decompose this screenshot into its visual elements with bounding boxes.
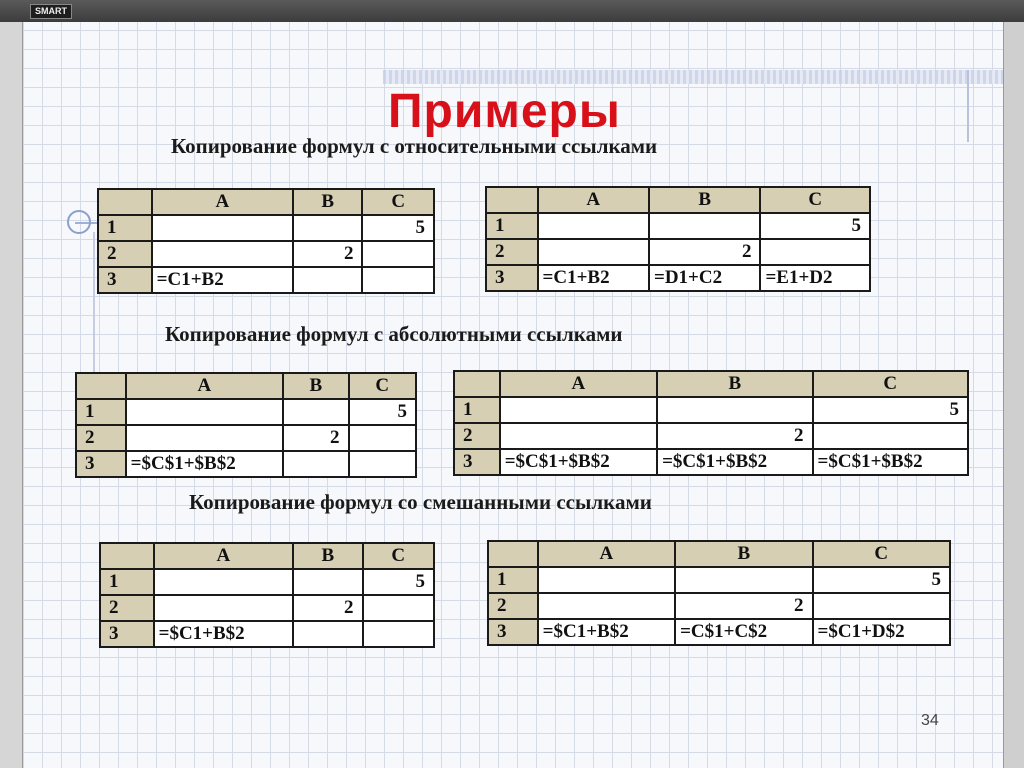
column-header: C [813, 371, 968, 397]
decorative-band [383, 70, 1003, 84]
corner-cell [454, 371, 500, 397]
cell [283, 399, 348, 425]
column-header: A [538, 541, 675, 567]
frame-edge [1004, 22, 1024, 768]
column-header: A [126, 373, 283, 399]
cell [126, 425, 283, 451]
formula-cell: =E1+D2 [760, 265, 870, 291]
column-header: C [362, 189, 434, 215]
formula-cell: =$C$1+$B$2 [813, 449, 968, 475]
cell: 5 [813, 397, 968, 423]
spreadsheet-table [99, 542, 435, 648]
column-header: B [293, 543, 362, 569]
cell [538, 567, 675, 593]
whiteboard-frame [0, 22, 1024, 768]
row-header: 3 [488, 619, 538, 645]
corner-cell [488, 541, 538, 567]
cell: 5 [760, 213, 870, 239]
cell [538, 593, 675, 619]
corner-cell [100, 543, 154, 569]
spreadsheet-table [75, 372, 417, 478]
formula-cell: =C1+B2 [538, 265, 649, 291]
column-header: A [500, 371, 657, 397]
cell [349, 425, 416, 451]
row-header: 3 [98, 267, 152, 293]
column-header: C [760, 187, 870, 213]
formula-cell: =$C$1+$B$2 [126, 451, 283, 477]
slide-canvas [22, 22, 1004, 768]
slide-title: Примеры [388, 85, 621, 138]
smart-board-logo: SMART [30, 4, 72, 19]
cell [675, 567, 812, 593]
formula-cell: =$C1+B$2 [538, 619, 675, 645]
cell: 5 [349, 399, 416, 425]
spreadsheet-table [97, 188, 435, 294]
column-header: A [152, 189, 293, 215]
row-header: 2 [454, 423, 500, 449]
cell [349, 451, 416, 477]
spreadsheet-table [453, 370, 969, 476]
cell [293, 267, 363, 293]
row-header: 2 [100, 595, 154, 621]
cell: 2 [657, 423, 812, 449]
column-header: B [675, 541, 812, 567]
column-header: B [657, 371, 812, 397]
section-heading-mixed: Копирование формул со смешанными ссылками [189, 490, 652, 514]
column-header: B [293, 189, 363, 215]
row-header: 3 [100, 621, 154, 647]
whiteboard-toolbar [0, 0, 1024, 22]
cell [538, 239, 649, 265]
corner-cell [98, 189, 152, 215]
cell [293, 569, 362, 595]
cell [813, 593, 950, 619]
row-header: 1 [76, 399, 126, 425]
column-header: C [349, 373, 416, 399]
row-header: 1 [98, 215, 152, 241]
cell [152, 215, 293, 241]
cell: 2 [649, 239, 760, 265]
section-heading-absolute: Копирование формул с абсолютными ссылками [165, 322, 623, 346]
column-header: C [813, 541, 950, 567]
corner-cell [76, 373, 126, 399]
formula-cell: =$C$1+$B$2 [657, 449, 812, 475]
cell [154, 569, 293, 595]
section-heading-relative: Копирование формул с относительными ссылками [171, 134, 658, 158]
cell: 2 [675, 593, 812, 619]
cell: 2 [293, 241, 363, 267]
row-header: 3 [454, 449, 500, 475]
row-header: 1 [454, 397, 500, 423]
page-number: 34 [921, 712, 939, 729]
row-header: 1 [488, 567, 538, 593]
cell [500, 397, 657, 423]
cell [649, 213, 760, 239]
formula-cell: =$C1+B$2 [154, 621, 293, 647]
formula-cell: =$C1+D$2 [813, 619, 950, 645]
cell [500, 423, 657, 449]
row-header: 3 [486, 265, 538, 291]
decorative-line [93, 232, 95, 392]
cell [657, 397, 812, 423]
cell: 2 [283, 425, 348, 451]
cell: 5 [362, 215, 434, 241]
row-header: 2 [76, 425, 126, 451]
spreadsheet-table [487, 540, 951, 646]
row-header: 3 [76, 451, 126, 477]
column-header: C [363, 543, 434, 569]
row-header: 2 [488, 593, 538, 619]
column-header: B [649, 187, 760, 213]
cell [760, 239, 870, 265]
cell [283, 451, 348, 477]
cell [293, 621, 362, 647]
row-header: 1 [486, 213, 538, 239]
cell [293, 215, 363, 241]
cell [813, 423, 968, 449]
row-header: 2 [98, 241, 152, 267]
formula-cell: =C1+B2 [152, 267, 293, 293]
column-header: B [283, 373, 348, 399]
cell [538, 213, 649, 239]
corner-cell [486, 187, 538, 213]
cell [363, 595, 434, 621]
row-header: 2 [486, 239, 538, 265]
cell [152, 241, 293, 267]
row-header: 1 [100, 569, 154, 595]
column-header: A [538, 187, 649, 213]
cell [154, 595, 293, 621]
cell [363, 621, 434, 647]
cell: 2 [293, 595, 362, 621]
cell: 5 [363, 569, 434, 595]
cell: 5 [813, 567, 950, 593]
spreadsheet-table [485, 186, 871, 292]
formula-cell: =$C$1+$B$2 [500, 449, 657, 475]
formula-cell: =D1+C2 [649, 265, 760, 291]
column-header: A [154, 543, 293, 569]
crosshair-icon [67, 210, 91, 234]
formula-cell: =C$1+C$2 [675, 619, 812, 645]
cell [362, 267, 434, 293]
decorative-line [967, 70, 969, 142]
cell [362, 241, 434, 267]
cell [126, 399, 283, 425]
